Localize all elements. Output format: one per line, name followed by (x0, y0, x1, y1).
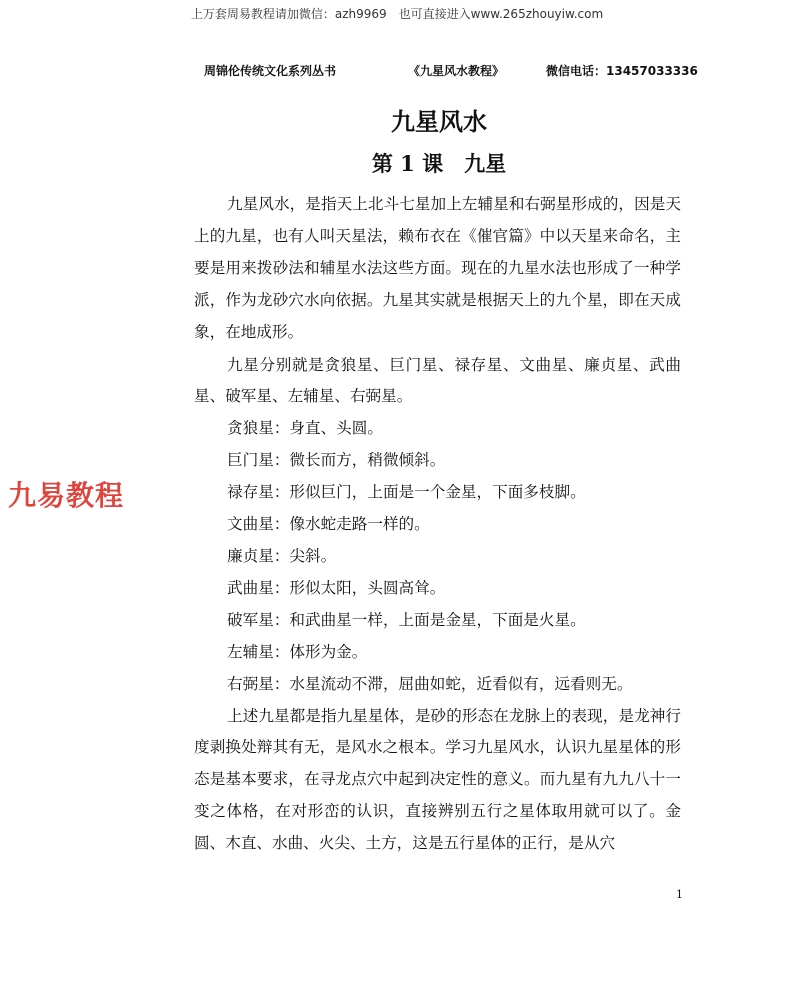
header-book-title: 《九星风水教程》 (408, 64, 505, 78)
star-item-wenqu: 文曲星：像水蛇走路一样的。 (227, 515, 430, 534)
header-contact: 微信电话：13457033336 (546, 64, 698, 78)
header-series: 周锦伦传统文化系列丛书 (204, 64, 337, 78)
lesson-title: 第 1 课 九星 (371, 151, 507, 176)
star-item-pojun: 破军星：和武曲星一样，上面是金星，下面是火星。 (227, 610, 586, 629)
body-text (194, 189, 681, 860)
star-item-lucun: 禄存星：形似巨门，上面是一个金星，下面多枝脚。 (227, 483, 586, 502)
paragraph-intro: 九星风水，是指天上北斗七星加上左辅星和右弼星形成的，因是天上的九星，也有人叫天星法，赖布衣在《催官篇》中以天星来命名，主要是用来拨砂法和辅星水法这些方面。现在的九星水法也形成了一种学派，作为龙砂穴水向依据。九星其实就是根据天上的九个星，即在天成象，在地成形。 (194, 195, 681, 341)
star-item-jumen: 巨门星：微长而方，稍微倾斜。 (227, 451, 446, 470)
watermark-logo: 九易教程 (8, 479, 125, 512)
star-item-wuqu: 武曲星：形似太阳，头圆高耸。 (227, 578, 446, 597)
page-number: 1 (676, 888, 683, 901)
star-item-tanlang: 贪狼星：身直、头圆。 (227, 419, 383, 438)
star-item-zuofu: 左辅星：体形为金。 (227, 642, 368, 661)
page-title: 九星风水 (391, 108, 487, 136)
star-item-youbi: 右弼星：水星流动不滞，屈曲如蛇，近看似有，远看则无。 (227, 674, 633, 693)
top-banner: 上万套周易教程请加微信：azh9969 也可直接进入www.265zhouyiw.com (190, 7, 604, 21)
paragraph-star-list: 九星分别就是贪狼星、巨门星、禄存星、文曲星、廉贞星、武曲星、破军星、左辅星、右弼星。 (194, 355, 681, 406)
paragraph-closing: 上述九星都是指九星星体，是砂的形态在龙脉上的表现，是龙神行度剥换处辩其有无，是风水之根本。学习九星风水，认识九星星体的形态是基本要求，在寻龙点穴中起到决定性的意义。而九星有九九八十一变之体格，在对形峦的认识，直接辨别五行之星体取用就可以了。金圆、木直、水曲、火尖、土方，这是五行星体的正行，是从穴 (194, 706, 681, 853)
star-item-lianzhen: 廉贞星：尖斜。 (227, 546, 337, 565)
